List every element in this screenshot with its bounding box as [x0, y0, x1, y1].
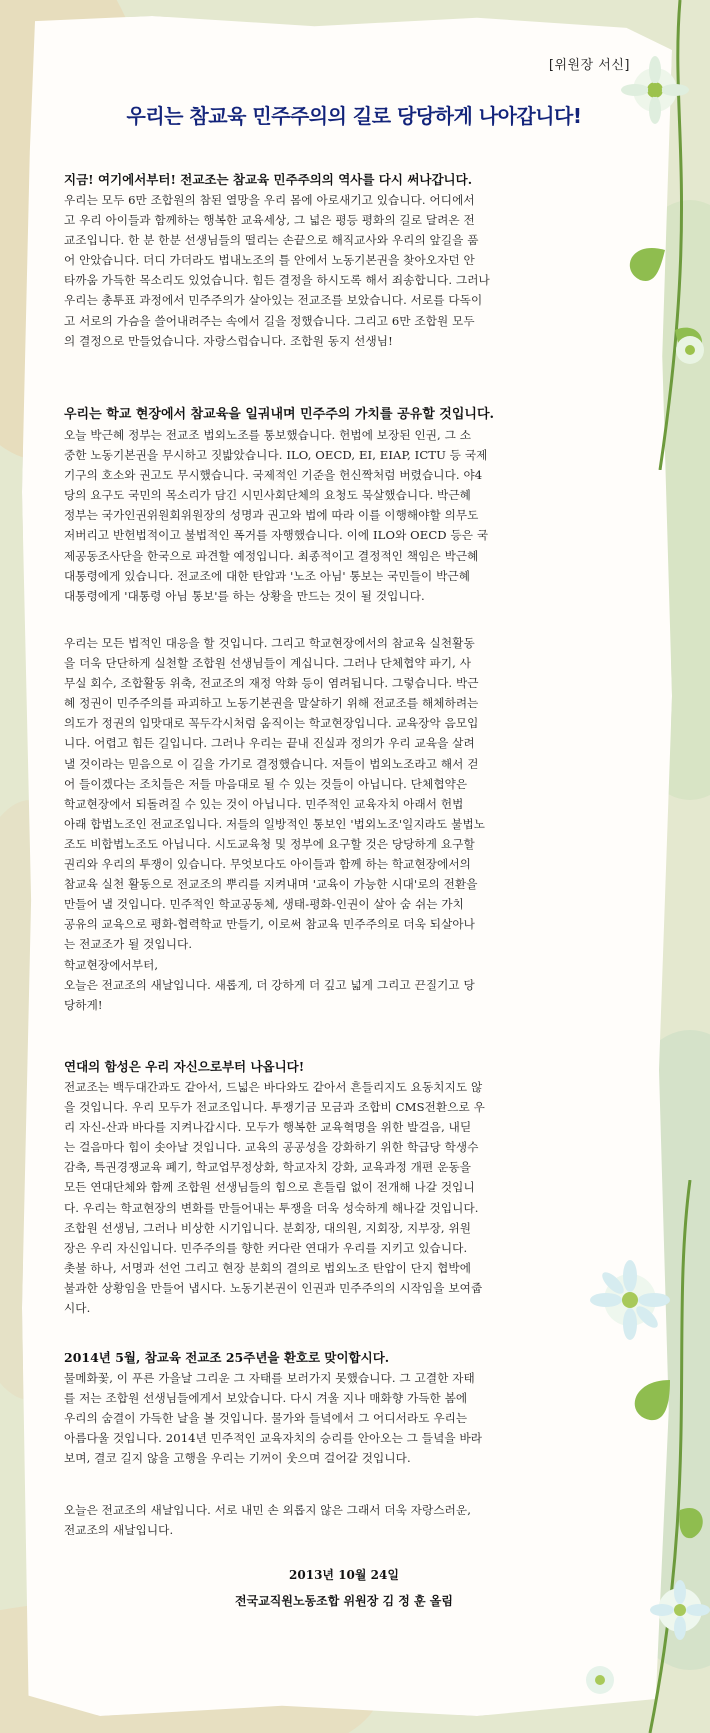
text-line: 어 안았습니다. 더디 가더라도 법내노조의 틀 안에서 노동기본권을 찾아오자던 안 — [64, 253, 475, 268]
text-line: 고 우리 아이들과 함께하는 행복한 교육세상, 그 넓은 평등 평화의 길로 달려온 전 — [64, 213, 475, 228]
text-line: 기구의 호소와 권고도 무시했습니다. 국제적인 기준을 헌신짝처럼 버렸습니다. 야4 — [64, 468, 483, 483]
text-line: 조합원 선생님, 그러나 비상한 시기입니다. 분회장, 대의원, 지회장, 지부장, 위원 — [64, 1220, 472, 1235]
text-line: 우리의 숨결이 가득한 날을 볼 것입니다. 물가와 들녘에서 그 어디서라도 우리는 — [64, 1411, 468, 1426]
text-line: 아름다울 것입니다. 2014년 민주적인 교육자치의 승리를 안아오는 그 들녘을 바라 — [64, 1431, 483, 1446]
text-line: 혜 정권이 민주주의를 파괴하고 노동기본권을 말살하기 위해 전교조를 해체하려는 — [64, 696, 479, 711]
text-line: 교조입니다. 한 분 한분 선생님들의 떨리는 손끝으로 해직교사와 우리의 앞길을 품 — [64, 233, 479, 248]
text-line: 의 결정으로 만들었습니다. 자랑스럽습니다. 조합원 동지 선생님! — [64, 333, 393, 348]
closing-signature: 전국교직원노동조합 위원장 김 정 훈 올림 — [235, 1594, 453, 1608]
closing-date: 2013년 10월 24일 — [289, 1568, 399, 1582]
text-line: 참교육 실천 활동으로 전교조의 뿌리를 지켜내며 '교육이 가능한 시대'로의 전환을 — [64, 877, 478, 892]
text-line: 우리는 모든 법적인 대응을 할 것입니다. 그리고 학교현장에서의 참교육 실천활동 — [64, 636, 475, 650]
text-line: 무실 회수, 조합활동 위축, 전교조의 재정 악화 등이 염려됩니다. 그렇습니다. 박근 — [64, 676, 479, 691]
text-line: 당의 요구도 국민의 목소리가 담긴 시민사회단체의 요청도 묵살했습니다. 박근혜 — [64, 488, 471, 503]
section-heading: 우리는 학교 현장에서 참교육을 일궈내며 민주주의 가치를 공유할 것입니다. — [64, 407, 495, 422]
letter-tag: [위원장 서신] — [548, 58, 630, 73]
section-heading: 2014년 5월, 참교육 전교조 25주년을 환호로 맞이합시다. — [64, 1350, 390, 1365]
text-line: 감축, 특권경쟁교육 폐기, 학교업무정상화, 학교자치 강화, 교육과정 개편 운동을 — [64, 1160, 472, 1175]
text-line: 제공동조사단을 한국으로 파견할 예정입니다. 최종적이고 결정적인 책임은 박근혜 — [64, 548, 479, 563]
text-line: 전교조는 백두대간과도 같아서, 드넓은 바다와도 같아서 흔들리지도 요동치지도 않 — [64, 1080, 483, 1094]
text-line: 조도 비합법노조도 아닙니다. 시도교육청 및 정부에 요구할 것은 당당하게 요구할 — [64, 836, 475, 851]
text-line: 모든 연대단체와 함께 조합원 선생님들의 힘으로 흔들림 없이 전개해 나갈 것입니 — [64, 1180, 475, 1195]
text-line: 어 들이겠다는 조치들은 저들 마음대로 될 수 있는 것들이 아닙니다. 단체협약은 — [64, 776, 468, 791]
letter-title: 우리는 참교육 민주주의의 길로 당당하게 나아갑니다! — [126, 104, 582, 128]
text-line: 우리는 총투표 과정에서 민주주의가 살아있는 전교조를 보았습니다. 서로를 다독이 — [64, 293, 483, 308]
text-line: 중한 노동기본권을 무시하고 짓밟았습니다. ILO, OECD, EI, EIAP, ICTU 등 국제 — [64, 448, 488, 463]
section-3 — [64, 633, 624, 1015]
text-line: 오늘은 전교조의 새날입니다. 새롭게, 더 강하게 더 깊고 넓게 그리고 끈질기고 당 — [64, 977, 475, 992]
text-line: 공유의 교육으로 평화-협력학교 만들기, 이로써 참교육 민주주의로 더욱 되살아나 — [64, 917, 475, 932]
text-line: 는 걸음마다 힘이 솟아날 것입니다. 교육의 공공성을 강화하기 위한 학급당 학생수 — [64, 1140, 479, 1155]
text-line: 오늘은 전교조의 새날입니다. 서로 내민 손 외롭지 않은 그래서 더욱 자랑스러운, — [64, 1503, 472, 1517]
text-line: 장은 우리 자신입니다. 민주주의를 향한 커다란 연대가 우리를 지키고 있습니다. — [64, 1240, 468, 1255]
section-heading: 지금! 여기에서부터! 전교조는 참교육 민주주의의 역사를 다시 써나갑니다. — [64, 172, 473, 187]
text-line: 학교현장에서부터, — [64, 957, 159, 972]
text-line: 촛불 하나, 서명과 선언 그리고 현장 분회의 결의로 법외노조 탄압이 단지 협박에 — [64, 1260, 472, 1275]
section-4 — [64, 1057, 624, 1318]
text-line: 학교현장에서 되돌려질 수 있는 것이 아닙니다. 민주적인 교육자치 아래서 헌법 — [64, 796, 464, 811]
text-line: 다. 우리는 학교현장의 변화를 만들어내는 투쟁을 더욱 성숙하게 해나갈 것입니다. — [64, 1200, 479, 1215]
text-line: 오늘 박근혜 정부는 전교조 법외노조를 통보했습니다. 헌법에 보장된 인권, 그 소 — [64, 428, 472, 442]
text-line: 시다. — [64, 1301, 91, 1316]
text-line: 대통령에게 있습니다. 전교조에 대한 탄압과 '노조 아님' 통보는 국민들이 박근혜 — [64, 568, 471, 583]
text-line: 리 자신-산과 바다를 지켜나갑시다. 모두가 행복한 교육혁명을 위한 발걸음, 내딛 — [64, 1120, 472, 1135]
text-line: 만들어 낼 것입니다. 민주적인 학교공동체, 생태-평화-인권이 살아 숨 쉬는 가치 — [64, 897, 464, 912]
section-5 — [64, 1348, 624, 1468]
text-line: 우리는 모두 6만 조합원의 참된 열망을 우리 몸에 아로새기고 있습니다. 어디에서 — [64, 193, 475, 207]
text-line: 불과한 상황임을 만들어 냅시다. 노동기본권이 인권과 민주주의의 시작임을 보여줍 — [64, 1280, 483, 1295]
text-line: 는 전교조가 될 것입니다. — [64, 937, 193, 952]
section-6 — [64, 1500, 624, 1540]
text-line: 을 더욱 단단하게 실천할 조합원 선생님들이 계십니다. 그러나 단체협약 파기, 사 — [64, 656, 472, 671]
text-line: 저버리고 반헌법적이고 불법적인 폭거를 자행했습니다. 이에 ILO와 OECD 등은 국 — [64, 528, 489, 543]
text-line: 고 서로의 가슴을 쓸어내려주는 속에서 길을 정했습니다. 그리고 6만 조합원 모두 — [64, 313, 475, 328]
text-line: 아래 합법노조인 전교조입니다. 저들의 일방적인 통보인 '법외노조'일지라도 불법노 — [64, 816, 486, 831]
text-line: 낼 것이라는 믿음으로 이 길을 가기로 결정했습니다. 저들이 법외노조라고 해서 걷 — [64, 756, 479, 771]
text-line: 을 것입니다. 우리 모두가 전교조입니다. 투쟁기금 모금과 조합비 CMS전환으로 우 — [64, 1100, 485, 1115]
text-line: 대통령에게 '대통령 아님 통보'를 하는 상황을 만드는 것이 될 것입니다. — [64, 588, 425, 603]
text-line: 물메화꽃, 이 푸른 가을날 그리운 그 자태를 보러가지 못했습니다. 그 고결한 자태 — [64, 1371, 475, 1385]
text-line: 권리와 우리의 투쟁이 있습니다. 무엇보다도 아이들과 함께 하는 학교현장에서의 — [64, 857, 471, 872]
text-line: 당하게! — [64, 997, 103, 1012]
section-1 — [64, 170, 624, 351]
text-line: 의도가 정권의 입맛대로 꼭두각시처럼 움직이는 학교현장입니다. 교육장악 음모입 — [64, 716, 479, 731]
text-line: 를 저는 조합원 선생님들에게서 보았습니다. 다시 겨울 지나 매화향 가득한 봄에 — [64, 1391, 468, 1406]
text-line: 타까움 가득한 목소리도 있었습니다. 힘든 결정을 하시도록 해서 죄송합니다. 그러나 — [64, 273, 490, 288]
section-2 — [64, 405, 624, 606]
text-line: 전교조의 새날입니다. — [64, 1523, 174, 1538]
text-line: 보며, 결코 길지 않을 고행을 우리는 기꺼이 웃으며 걸어갈 것입니다. — [64, 1451, 411, 1466]
text-line: 니다. 어렵고 힘든 길입니다. 그러나 우리는 끝내 진실과 정의가 우리 교육을 살려 — [64, 736, 475, 751]
text-line: 정부는 국가인권위원회위원장의 성명과 권고와 법에 따라 이를 이행해야할 의무도 — [64, 508, 479, 523]
section-heading: 연대의 함성은 우리 자신으로부터 나옵니다! — [64, 1059, 305, 1074]
